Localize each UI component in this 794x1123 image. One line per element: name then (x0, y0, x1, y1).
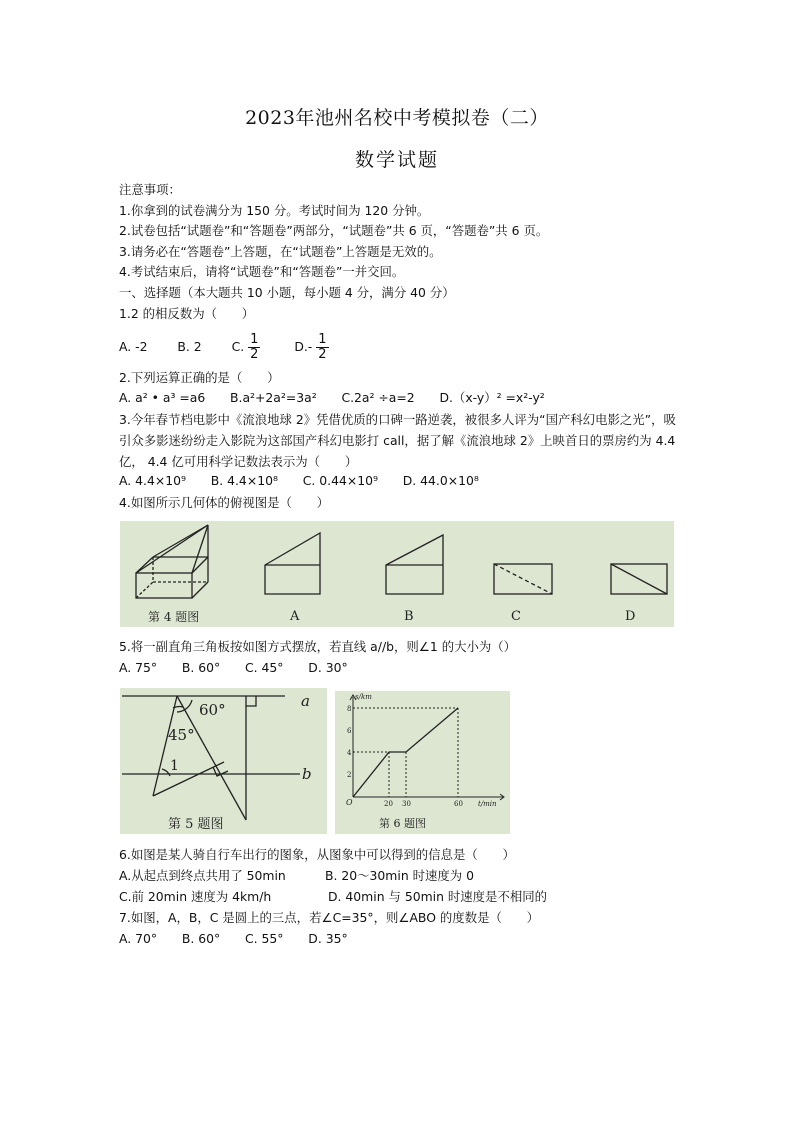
question-1-stem: 1.2 的相反数为（ ） (119, 306, 255, 321)
question-1-option-a: A. -2 (119, 339, 148, 354)
question-4-stem: 4.如图所示几何体的俯视图是（ ） (119, 495, 330, 510)
question-1-option-d-fraction (316, 333, 328, 362)
notice-item-3: 3.请务必在“答题卷”上答题，在“试题卷”上答题是无效的。 (119, 244, 442, 259)
question-5-figure (120, 688, 327, 834)
origin-label: O (346, 798, 353, 807)
question-2-options: A. a² • a³ =a6 B.a²+2a²=3a² C.2a² ÷a=2 D.（x-y）² =x²-y² (119, 390, 545, 405)
exam-title: 2023年池州名校中考模拟卷（二） (245, 107, 549, 129)
question-6-option-a: A.从起点到终点共用了 50min (119, 868, 286, 883)
line-a-label: a (301, 692, 310, 710)
angle-1-label: 1 (170, 758, 179, 774)
question-6-option-d: D. 40min 与 50min 时速度是不相同的 (328, 889, 548, 904)
angle-60-label: 60° (199, 701, 226, 719)
travel-line (353, 708, 458, 797)
question-5-stem: 5.将一副直角三角板按如图方式摆放，若直线 a//b，则∠1 的大小为（） (119, 639, 517, 654)
section-heading: 一、选择题（本大题共 10 小题，每小题 4 分，满分 40 分） (119, 285, 455, 300)
question-7-stem: 7.如图，A，B，C 是圆上的三点，若∠C=35°，则∠ABO 的度数是（ ） (119, 910, 540, 925)
notice-item-4: 4.考试结束后，请将“试题卷”和“答题卷”一并交回。 (119, 264, 405, 279)
view-option-a (265, 533, 320, 594)
y-tick-6: 6 (347, 727, 352, 735)
angle-45-label: 45° (168, 726, 195, 744)
question-1-option-c-prefix: C. (231, 339, 245, 354)
view-label-b: B (404, 609, 414, 624)
x-unit-label: t/min (478, 800, 497, 808)
question-1-options (119, 327, 329, 367)
fraction-numerator: 1 (318, 332, 327, 347)
y-unit-label: s/km (355, 693, 372, 701)
question-3-stem: 3.今年春节档电影中《流浪地球 2》凭借优质的口碑一路逆袭，被很多人评为“国产科幻电影之光”，吸引众多影迷纷纷走入影院为这部国产科幻电影打 call，据了解《流浪地球 2》上映首日的票房约为 4.4 亿， 4.4 亿可用科学记数法表示为（ ） (119, 412, 676, 469)
question-6-figure-caption: 第 6 题图 (379, 817, 426, 830)
distance-time-graph (335, 691, 510, 834)
notice-item-2: 2.试卷包括“试题卷”和“答题卷”两部分，“试题卷”共 6 页，“答题卷”共 6 页。 (119, 223, 549, 238)
y-tick-2: 2 (347, 771, 352, 779)
solid-front-face (136, 573, 192, 598)
fraction-denominator: 2 (318, 347, 327, 362)
y-tick-4: 4 (347, 749, 352, 757)
question-2-stem: 2.下列运算正确的是（ ） (119, 370, 280, 385)
question-5-figure-caption: 第 5 题图 (168, 817, 224, 832)
question-4-figure-caption: 第 4 题图 (148, 610, 200, 624)
fraction-numerator: 1 (250, 332, 259, 347)
question-1-option-c-fraction (248, 333, 260, 362)
view-label-c: C (511, 609, 521, 624)
view-label-d: D (625, 609, 636, 624)
triangle-boards-drawing (120, 688, 327, 834)
question-6-option-c: C.前 20min 速度为 4km/h (119, 889, 272, 904)
question-1-option-b: B. 2 (177, 339, 202, 354)
question-5-options: A. 75° B. 60° C. 45° D. 30° (119, 660, 348, 675)
question-6-option-b: B. 20～30min 时速度为 0 (325, 868, 474, 883)
x-tick-30: 30 (402, 800, 411, 808)
line-b-label: b (302, 765, 312, 783)
x-tick-20: 20 (384, 800, 393, 808)
fraction-denominator: 2 (250, 347, 259, 362)
x-tick-60: 60 (454, 800, 463, 808)
exam-subject: 数学试题 (354, 149, 439, 171)
question-4-figure (120, 521, 674, 627)
y-tick-8: 8 (347, 705, 352, 713)
notice-item-1: 1.你拿到的试卷满分为 150 分。考试时间为 120 分钟。 (119, 203, 430, 218)
solid-and-views-drawing (120, 521, 674, 627)
question-7-options: A. 70° B. 60° C. 55° D. 35° (119, 931, 348, 946)
question-6-figure (335, 691, 510, 834)
view-label-a: A (290, 609, 300, 624)
question-1-option-d-prefix: D.- (294, 339, 313, 354)
question-3-options: A. 4.4×10⁹ B. 4.4×10⁸ C. 0.44×10⁹ D. 44.0×10⁸ (119, 473, 479, 488)
question-6-stem: 6.如图是某人骑自行车出行的图象，从图象中可以得到的信息是（ ） (119, 847, 515, 862)
notice-heading: 注意事项： (119, 182, 181, 197)
